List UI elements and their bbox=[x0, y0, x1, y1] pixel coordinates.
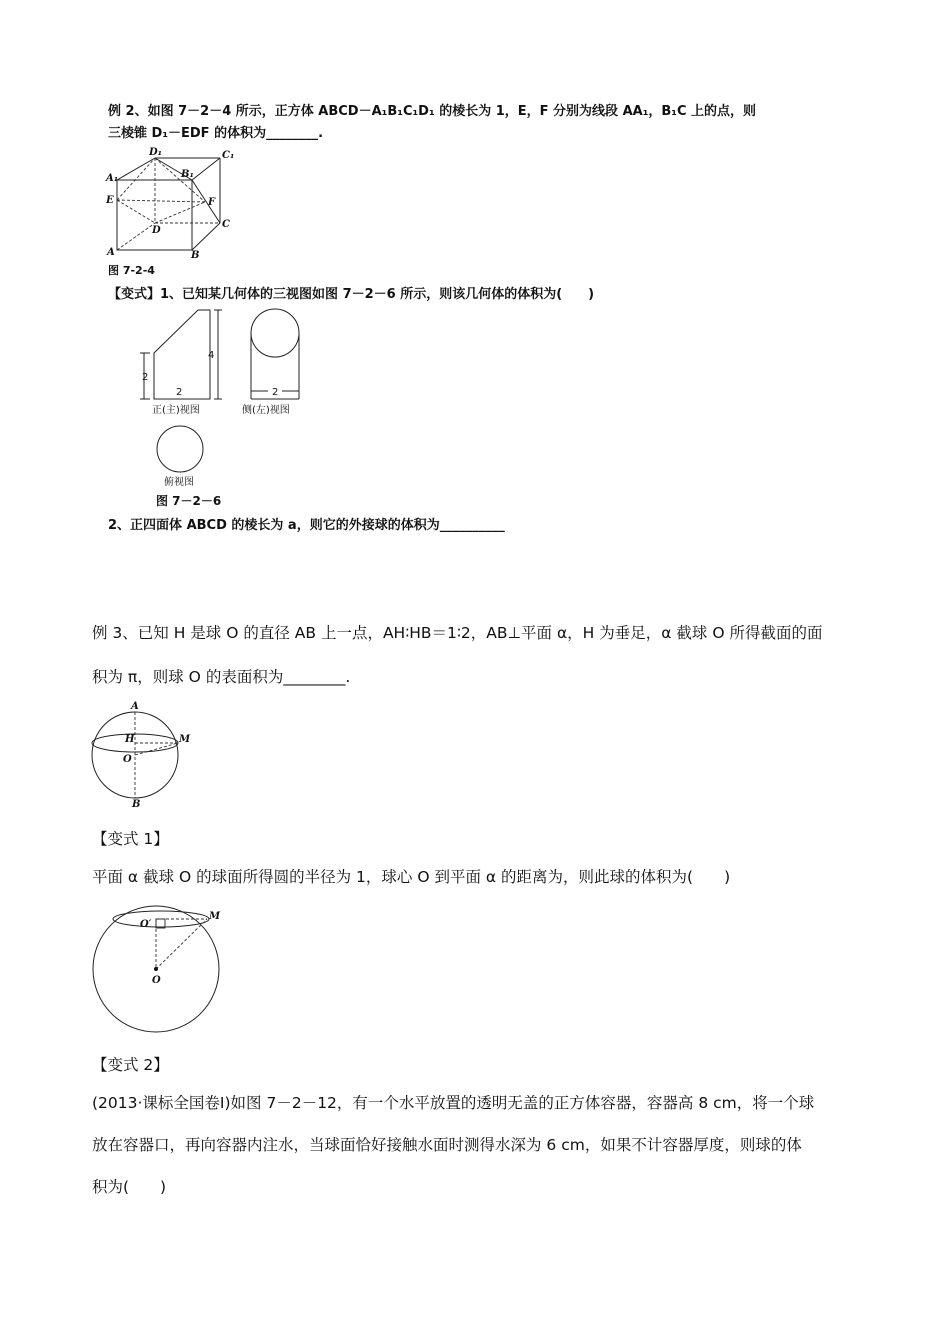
label-C: C bbox=[222, 219, 230, 230]
cube-figure bbox=[105, 145, 245, 260]
label-E: E bbox=[106, 195, 114, 206]
label-A1: A₁ bbox=[106, 173, 119, 184]
cube-edge bbox=[192, 223, 220, 250]
dim-front-width: 2 bbox=[176, 387, 183, 398]
label-M: M bbox=[179, 734, 191, 745]
label-O: O bbox=[152, 975, 161, 986]
top-view-circle bbox=[157, 426, 203, 472]
sphere-figure-bs1 bbox=[90, 902, 240, 1037]
var1-figure-caption: 图 7－2－6 bbox=[156, 494, 222, 508]
label-D1: D₁ bbox=[149, 147, 163, 158]
cube-edge bbox=[192, 158, 220, 180]
dim-side-width: 2 bbox=[272, 387, 279, 398]
ex3-text-line2: 积为 π，则球 O 的表面积为________. bbox=[92, 668, 351, 686]
front-view-shape bbox=[154, 310, 210, 399]
label-M: M bbox=[209, 911, 221, 922]
label-D: D bbox=[152, 225, 161, 236]
cube-front-face bbox=[117, 180, 192, 250]
var1-text: 【变式】1、已知某几何体的三视图如图 7－2－6 所示，则该几何体的体积为( ) bbox=[108, 287, 595, 302]
label-B1: B₁ bbox=[181, 169, 194, 180]
ex2-text-line1: 例 2、如图 7－2－4 所示，正方体 ABCD－A₁B₁C₁D₁ 的棱长为 1，E，F 分别为线段 AA₁，B₁C 上的点，则 bbox=[108, 104, 757, 119]
center-point bbox=[154, 967, 158, 971]
hidden-edge bbox=[117, 223, 155, 250]
front-view-label: 正(主)视图 bbox=[152, 405, 200, 416]
bs2-heading: 【变式 2】 bbox=[92, 1056, 169, 1074]
bs1-heading: 【变式 1】 bbox=[92, 830, 169, 848]
dim-front-height-right: 4 bbox=[208, 350, 215, 361]
dim-front-height-left: 2 bbox=[142, 372, 149, 383]
var2-text: 2、正四面体 ABCD 的棱长为 a，则它的外接球的体积为__________ bbox=[108, 518, 505, 533]
sphere-figure-ex3 bbox=[85, 698, 205, 810]
label-O-prime: O′ bbox=[140, 919, 152, 930]
label-B: B bbox=[132, 799, 141, 810]
label-A: A bbox=[107, 247, 115, 258]
ex2-text-line2: 三棱锥 D₁－EDF 的体积为________. bbox=[108, 126, 324, 141]
label-C1: C₁ bbox=[222, 150, 235, 161]
bs2-text-line1: (2013·课标全国卷Ⅰ)如图 7－2－12，有一个水平放置的透明无盖的正方体容器，容器高 8 cm，将一个球 bbox=[92, 1094, 815, 1112]
label-B: B bbox=[191, 250, 200, 260]
bs2-text-line3: 积为( ) bbox=[92, 1178, 167, 1196]
side-view-circle bbox=[251, 309, 299, 357]
bs1-text: 平面 α 截球 O 的球面所得圆的半径为 1，球心 O 到平面 α 的距离为，则此球的体积为( ) bbox=[92, 868, 731, 886]
ex3-text-line1: 例 3、已知 H 是球 O 的直径 AB 上一点，AH∶HB＝1∶2，AB⊥平面 α，H 为垂足，α 截球 O 所得截面的面 bbox=[92, 624, 823, 642]
three-view-figure bbox=[138, 305, 318, 505]
bs2-text-line2: 放在容器口，再向容器内注水，当球面恰好接触水面时测得水深为 6 cm，如果不计容器厚度，则球的体 bbox=[92, 1136, 802, 1154]
top-view-label: 俯视图 bbox=[164, 477, 194, 488]
side-view-label: 侧(左)视图 bbox=[242, 405, 290, 416]
ex2-figure-caption: 图 7-2-4 bbox=[108, 264, 155, 277]
label-F: F bbox=[208, 197, 216, 208]
label-A: A bbox=[131, 701, 139, 712]
label-H: H bbox=[125, 734, 135, 745]
cube-edge bbox=[117, 158, 155, 180]
label-O: O bbox=[123, 754, 132, 765]
